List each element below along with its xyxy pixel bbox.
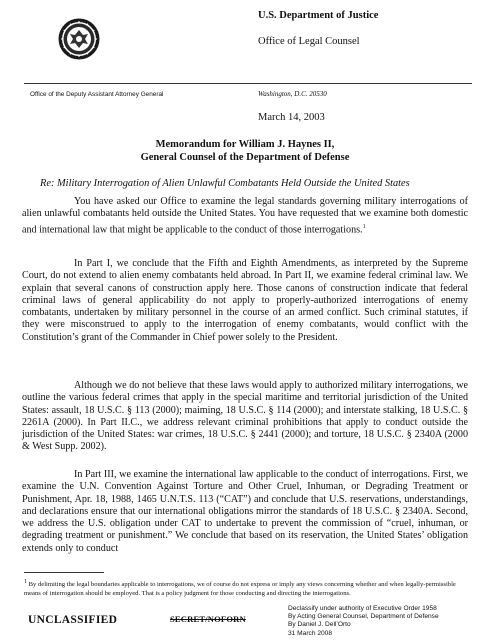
declass-line: 31 March 2008 [288, 629, 332, 637]
memo-addressee-line-1: Memorandum for William J. Haynes II, [155, 139, 335, 150]
body-paragraph [22, 196, 468, 236]
memo-date: March 14, 2003 [258, 112, 325, 123]
subject-text: Military Interrogation of Alien Unlawful Combatants Held Outside the United States [57, 178, 410, 189]
declass-line: By Acting General Counsel, Department of Defense [288, 613, 439, 621]
doj-seal-icon [58, 18, 100, 60]
office-of-deputy-line: Office of the Deputy Assistant Attorney General [30, 91, 164, 98]
unclassified-marking: UNCLASSIFIED [28, 614, 118, 626]
subject-re-label: Re: [40, 178, 55, 189]
footnote [24, 578, 470, 598]
declass-line: By Daniel J. Dell’Orto [288, 621, 351, 629]
body-paragraph: Although we do not believe that these laws would apply to authorized military interrogations, we outline the various federal crimes that apply in the special maritime and territorial jurisdiction of the United States: assault, 18 U.S.C. § 113 (2000); maiming, 18 U.S.C. § 114 (2000); and interstate stalking, 18 U.S.C. § 2261A (2000). In Part II.C., we address relevant criminal prohibitions that apply to conduct outside the jurisdiction of the United States: war crimes, 18 U.S.C. § 2441 (2000); and torture, 18 U.S.C. § 2340A (2000 & West Supp. 2002). [22, 380, 468, 453]
declass-line: Declassify under authority of Executive Order 1958 [288, 605, 437, 612]
declassification-block [288, 605, 439, 638]
footnote-number: 1 [24, 579, 27, 585]
paragraph-text: You have asked our Office to examine the legal standards governing military interrogations of alien unlawful combatants held outside the United States. You have requested that we examine both domestic and international law that might be applicable to the conduct of those interrogations. [22, 196, 468, 235]
footnote-divider [24, 572, 104, 573]
subject-line [40, 178, 410, 189]
place-line: Washington, D.C. 20530 [258, 90, 327, 98]
memo-addressee-line-2: General Counsel of the Department of Defense [140, 152, 350, 163]
footnote-marker: 1 [362, 223, 366, 230]
department-name: U.S. Department of Justice [258, 10, 379, 21]
body-paragraph: In Part III, we examine the international law applicable to the conduct of interrogations. First, we examine the U.N. Convention Against Torture and Other Cruel, Inhuman, or Degrading Treatment or Punishment, Apr. 18, 1988, 1465 U.N.T.S. 113 (“CAT”) and conclude that U.S. reservations, understandings, and declarations ensure that our international obligations mirror the standards of 18 U.S.C. § 2340A. Second, we address the U.S. obligation under CAT to undertake to prevent the commission of “cruel, inhuman, or degrading treatment or punishment.” We conclude that based on its reservation, the United States’ obligation extends only to conduct [22, 469, 468, 554]
body-paragraph: In Part I, we conclude that the Fifth and Eighth Amendments, as interpreted by the Supreme Court, do not extend to alien enemy combatants held abroad. In Part II, we examine federal criminal law. We explain that several canons of construction apply here. Those canons of construction indicate that federal criminal laws of general applicability do not apply to properly-authorized interrogations of enemy combatants, undertaken by military personnel in the course of an armed conflict. Such criminal statutes, if they were misconstrued to apply to the interrogation of enemy combatants, would conflict with the Constitution’s grant of the Commander in Chief power solely to the President. [22, 258, 468, 343]
office-name: Office of Legal Counsel [258, 36, 360, 47]
letterhead-divider [24, 83, 472, 84]
footnote-text: By delimiting the legal boundaries applicable to interrogations, we of course do not express or imply any views concerning whether and when legally-permissible means of interrogation should be employed. That is a policy judgment for those conducting and directing the interrogations. [24, 581, 456, 598]
secret-marking-struck: SECRET/NOFORN [170, 614, 246, 624]
